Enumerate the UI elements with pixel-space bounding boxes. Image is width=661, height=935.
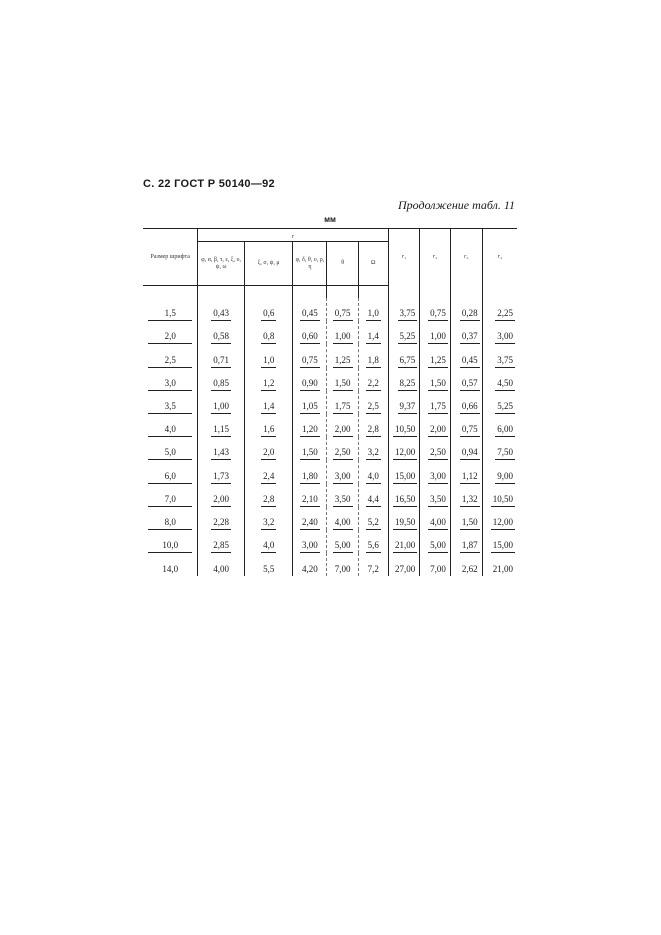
cell-r-col-1	[198, 507, 244, 530]
cell-value: 1,50	[428, 379, 448, 391]
cell-value: 1,15	[211, 425, 231, 437]
cell-r-col-5	[358, 460, 388, 483]
cell-r3	[450, 321, 482, 344]
cell-r2	[420, 344, 451, 367]
cell-value: 6,75	[398, 356, 418, 368]
cell-r-col-4	[327, 391, 359, 414]
cell-r-col-3	[293, 437, 327, 460]
cell-value: 1,2	[261, 379, 276, 391]
cell-r-col-2	[244, 507, 293, 530]
cell-r-col-5	[358, 437, 388, 460]
cell-r-col-2	[244, 530, 293, 553]
cell-value: 1,50	[300, 448, 320, 460]
cell-value: 1,4	[366, 332, 381, 344]
cell-value: 1,6	[261, 425, 276, 437]
cell-r-col-1	[198, 484, 244, 507]
cell-value: 1,80	[300, 472, 320, 484]
cell-value: 3,75	[495, 356, 515, 368]
cell-value: 3,00	[428, 472, 448, 484]
cell-r1	[388, 507, 420, 530]
cell-value: 1,12	[460, 472, 480, 484]
cell-value: 0,58	[211, 332, 231, 344]
units-label: мм	[324, 215, 336, 224]
r-subheader-1: φ, α, β, τ, ε, ξ, υ, ψ, ω	[198, 242, 244, 286]
cell-r1	[388, 368, 420, 391]
cell-r4	[482, 553, 517, 576]
cell-value: 2,00	[333, 425, 353, 437]
cell-r4	[482, 507, 517, 530]
table-row	[143, 553, 517, 576]
cell-r-col-4	[327, 484, 359, 507]
cell-r-col-4	[327, 344, 359, 367]
cell-r-col-5	[358, 298, 388, 321]
cell-r-col-2	[244, 368, 293, 391]
cell-r-col-1	[198, 530, 244, 553]
cell-value: 0,75	[428, 309, 448, 321]
cell-r3	[450, 553, 482, 576]
cell-value: 2,5	[148, 356, 192, 368]
cell-value: 3,00	[333, 472, 353, 484]
cell-font-size	[143, 507, 198, 530]
cell-value: 1,75	[428, 402, 448, 414]
cell-r3	[450, 414, 482, 437]
cell-value: 4,0	[261, 541, 276, 553]
cell-r-col-5	[358, 321, 388, 344]
r4-header: r₄	[482, 229, 517, 286]
cell-r-col-1	[198, 391, 244, 414]
r-subheader-5: Ω	[358, 242, 388, 286]
cell-value: 2,50	[333, 448, 353, 460]
cell-r-col-5	[358, 391, 388, 414]
cell-r-col-1	[198, 368, 244, 391]
cell-value: 27,00	[395, 564, 416, 575]
cell-value: 9,37	[398, 402, 418, 414]
cell-r-col-4	[327, 298, 359, 321]
cell-value: 0,71	[211, 356, 231, 368]
table-spacer-row	[143, 286, 517, 299]
cell-r-col-3	[293, 298, 327, 321]
table-row	[143, 484, 517, 507]
table-row	[143, 460, 517, 483]
cell-r-col-4	[327, 368, 359, 391]
cell-r4	[482, 437, 517, 460]
cell-r-col-4	[327, 553, 359, 576]
cell-value: 7,2	[367, 564, 379, 575]
cell-value: 15,00	[491, 541, 515, 553]
cell-value: 5,00	[428, 541, 448, 553]
table-row	[143, 368, 517, 391]
cell-font-size	[143, 391, 198, 414]
cell-r-col-5	[358, 530, 388, 553]
cell-r-col-3	[293, 414, 327, 437]
cell-r-col-3	[293, 344, 327, 367]
cell-r-col-3	[293, 484, 327, 507]
r-group-header: r	[198, 229, 388, 242]
cell-value: 3,5	[148, 402, 192, 414]
cell-value: 7,0	[148, 495, 192, 507]
cell-value: 6,00	[495, 425, 515, 437]
cell-value: 2,2	[366, 379, 381, 391]
cell-value: 3,00	[495, 332, 515, 344]
cell-font-size	[143, 344, 198, 367]
cell-r4	[482, 391, 517, 414]
cell-value: 1,25	[333, 356, 353, 368]
table-head	[143, 229, 517, 286]
cell-font-size	[143, 553, 198, 576]
cell-r-col-4	[327, 460, 359, 483]
cell-value: 4,20	[302, 564, 318, 575]
cell-value: 4,0	[148, 425, 192, 437]
cell-value: 9,00	[495, 472, 515, 484]
cell-r-col-3	[293, 368, 327, 391]
cell-value: 2,0	[148, 332, 192, 344]
cell-value: 10,0	[148, 541, 192, 553]
cell-value: 19,50	[393, 518, 417, 530]
cell-r-col-4	[327, 530, 359, 553]
cell-r4	[482, 298, 517, 321]
cell-r3	[450, 484, 482, 507]
cell-r-col-1	[198, 298, 244, 321]
cell-r-col-1	[198, 344, 244, 367]
cell-r1	[388, 460, 420, 483]
cell-r2	[420, 507, 451, 530]
cell-value: 8,25	[398, 379, 418, 391]
cell-value: 0,45	[300, 309, 320, 321]
cell-r1	[388, 321, 420, 344]
cell-value: 1,00	[428, 332, 448, 344]
cell-value: 2,5	[366, 402, 381, 414]
dimensions-table	[143, 228, 517, 576]
cell-value: 0,75	[460, 425, 480, 437]
cell-value: 0,75	[300, 356, 320, 368]
cell-r-col-3	[293, 321, 327, 344]
cell-r-col-2	[244, 460, 293, 483]
cell-r1	[388, 530, 420, 553]
cell-value: 1,8	[366, 356, 381, 368]
cell-r-col-2	[244, 391, 293, 414]
cell-r1	[388, 553, 420, 576]
table-row	[143, 298, 517, 321]
cell-value: 1,00	[211, 402, 231, 414]
cell-value: 3,2	[261, 518, 276, 530]
cell-value: 2,00	[428, 425, 448, 437]
cell-value: 0,6	[261, 309, 276, 321]
cell-r-col-4	[327, 321, 359, 344]
cell-font-size	[143, 484, 198, 507]
cell-value: 1,0	[261, 356, 276, 368]
cell-value: 0,28	[460, 309, 480, 321]
cell-r2	[420, 530, 451, 553]
cell-r-col-2	[244, 344, 293, 367]
cell-r-col-5	[358, 553, 388, 576]
cell-value: 1,25	[428, 356, 448, 368]
cell-r-col-4	[327, 507, 359, 530]
cell-value: 4,00	[213, 564, 230, 575]
cell-value: 3,0	[148, 379, 192, 391]
cell-value: 0,66	[460, 402, 480, 414]
cell-font-size	[143, 298, 198, 321]
cell-value: 5,6	[366, 541, 381, 553]
cell-r4	[482, 460, 517, 483]
cell-value: 1,05	[300, 402, 320, 414]
cell-value: 3,50	[333, 495, 353, 507]
cell-r4	[482, 321, 517, 344]
cell-value: 1,43	[211, 448, 231, 460]
cell-font-size	[143, 530, 198, 553]
cell-r3	[450, 460, 482, 483]
cell-value: 15,00	[393, 472, 417, 484]
cell-value: 0,60	[300, 332, 320, 344]
cell-value: 0,90	[300, 379, 320, 391]
cell-r3	[450, 391, 482, 414]
cell-r-col-1	[198, 414, 244, 437]
cell-r-col-2	[244, 437, 293, 460]
cell-r-col-5	[358, 414, 388, 437]
table-body	[143, 286, 517, 577]
cell-r-col-1	[198, 321, 244, 344]
cell-font-size	[143, 414, 198, 437]
cell-value: 0,75	[333, 309, 353, 321]
cell-value: 4,00	[333, 518, 353, 530]
cell-value: 2,0	[261, 448, 276, 460]
table-row	[143, 507, 517, 530]
cell-value: 4,50	[495, 379, 515, 391]
cell-value: 14,0	[162, 564, 179, 575]
cell-r-col-5	[358, 507, 388, 530]
cell-value: 0,43	[211, 309, 231, 321]
cell-font-size	[143, 437, 198, 460]
cell-font-size	[143, 321, 198, 344]
table-row	[143, 344, 517, 367]
cell-value: 1,4	[261, 402, 276, 414]
cell-value: 2,00	[211, 495, 231, 507]
cell-value: 0,8	[261, 332, 276, 344]
r-subheader-4: θ	[327, 242, 359, 286]
cell-value: 4,4	[366, 495, 381, 507]
cell-value: 5,0	[148, 448, 192, 460]
cell-r1	[388, 484, 420, 507]
cell-value: 5,2	[366, 518, 381, 530]
cell-r2	[420, 298, 451, 321]
cell-value: 2,25	[495, 309, 515, 321]
r2-header: r₂	[420, 229, 451, 286]
cell-r1	[388, 414, 420, 437]
cell-r4	[482, 414, 517, 437]
cell-r-col-3	[293, 507, 327, 530]
cell-r1	[388, 437, 420, 460]
cell-r3	[450, 507, 482, 530]
cell-value: 6,0	[148, 472, 192, 484]
cell-r-col-3	[293, 460, 327, 483]
cell-r1	[388, 344, 420, 367]
cell-value: 2,62	[461, 564, 478, 575]
cell-value: 21,00	[492, 564, 513, 575]
cell-value: 16,50	[393, 495, 417, 507]
cell-r-col-1	[198, 460, 244, 483]
page-header: С. 22 ГОСТ Р 50140—92	[143, 178, 275, 190]
r-subheader-3: φ, δ, θ, υ, ρ, η	[293, 242, 327, 286]
table-row	[143, 530, 517, 553]
cell-font-size	[143, 460, 198, 483]
cell-r2	[420, 460, 451, 483]
r1-header: r₁	[388, 229, 420, 286]
table-caption: Продолжение табл. 11	[397, 198, 515, 212]
cell-r4	[482, 530, 517, 553]
cell-r1	[388, 298, 420, 321]
r-subheader-2: ξ, σ, ψ, μ	[244, 242, 293, 286]
size-header: Размер шрифта	[143, 229, 198, 286]
table-row	[143, 391, 517, 414]
cell-value: 2,85	[211, 541, 231, 553]
cell-value: 2,8	[261, 495, 276, 507]
table-row	[143, 414, 517, 437]
table-row	[143, 321, 517, 344]
cell-value: 8,0	[148, 518, 192, 530]
cell-value: 3,50	[428, 495, 448, 507]
cell-r2	[420, 414, 451, 437]
cell-r4	[482, 484, 517, 507]
cell-value: 1,20	[300, 425, 320, 437]
cell-value: 0,45	[460, 356, 480, 368]
cell-r4	[482, 368, 517, 391]
cell-value: 1,00	[333, 332, 353, 344]
cell-r2	[420, 437, 451, 460]
cell-font-size	[143, 368, 198, 391]
cell-r-col-2	[244, 484, 293, 507]
cell-value: 1,50	[333, 379, 353, 391]
cell-value: 3,2	[366, 448, 381, 460]
cell-value: 12,00	[491, 518, 515, 530]
cell-value: 2,4	[261, 472, 276, 484]
cell-r-col-2	[244, 553, 293, 576]
cell-value: 0,94	[460, 448, 480, 460]
cell-value: 12,00	[393, 448, 417, 460]
cell-value: 4,00	[428, 518, 448, 530]
cell-value: 2,50	[428, 448, 448, 460]
cell-r3	[450, 344, 482, 367]
cell-value: 7,00	[430, 564, 446, 575]
cell-value: 0,85	[211, 379, 231, 391]
cell-r3	[450, 298, 482, 321]
cell-r3	[450, 368, 482, 391]
cell-r-col-1	[198, 553, 244, 576]
cell-value: 5,25	[398, 332, 418, 344]
cell-r-col-5	[358, 484, 388, 507]
cell-r-col-3	[293, 530, 327, 553]
cell-r2	[420, 368, 451, 391]
cell-value: 0,57	[460, 379, 480, 391]
cell-r3	[450, 437, 482, 460]
cell-value: 1,5	[148, 309, 192, 321]
cell-value: 5,5	[263, 564, 275, 575]
cell-r-col-3	[293, 391, 327, 414]
cell-value: 2,28	[211, 518, 231, 530]
cell-value: 5,00	[333, 541, 353, 553]
cell-value: 2,10	[300, 495, 320, 507]
cell-r2	[420, 321, 451, 344]
cell-value: 0,37	[460, 332, 480, 344]
cell-r-col-4	[327, 414, 359, 437]
cell-r2	[420, 484, 451, 507]
cell-value: 3,00	[300, 541, 320, 553]
cell-value: 5,25	[495, 402, 515, 414]
cell-r4	[482, 344, 517, 367]
cell-r-col-2	[244, 321, 293, 344]
cell-value: 1,50	[460, 518, 480, 530]
cell-r-col-4	[327, 437, 359, 460]
cell-value: 1,87	[460, 541, 480, 553]
cell-r-col-2	[244, 298, 293, 321]
cell-r1	[388, 391, 420, 414]
cell-value: 2,8	[366, 425, 381, 437]
cell-r-col-5	[358, 368, 388, 391]
cell-value: 1,0	[366, 309, 381, 321]
cell-r2	[420, 391, 451, 414]
cell-value: 10,50	[491, 495, 515, 507]
cell-value: 1,73	[211, 472, 231, 484]
cell-r2	[420, 553, 451, 576]
cell-r-col-3	[293, 553, 327, 576]
cell-value: 4,0	[366, 472, 381, 484]
cell-r-col-5	[358, 344, 388, 367]
cell-r3	[450, 530, 482, 553]
cell-value: 3,75	[398, 309, 418, 321]
cell-value: 2,40	[300, 518, 320, 530]
cell-value: 1,75	[333, 402, 353, 414]
cell-value: 7,00	[334, 564, 351, 575]
table-row	[143, 437, 517, 460]
cell-value: 1,32	[460, 495, 480, 507]
cell-r-col-1	[198, 437, 244, 460]
cell-r-col-2	[244, 414, 293, 437]
cell-value: 7,50	[495, 448, 515, 460]
cell-value: 10,50	[393, 425, 417, 437]
cell-value: 21,00	[393, 541, 417, 553]
r3-header: r₃	[450, 229, 482, 286]
